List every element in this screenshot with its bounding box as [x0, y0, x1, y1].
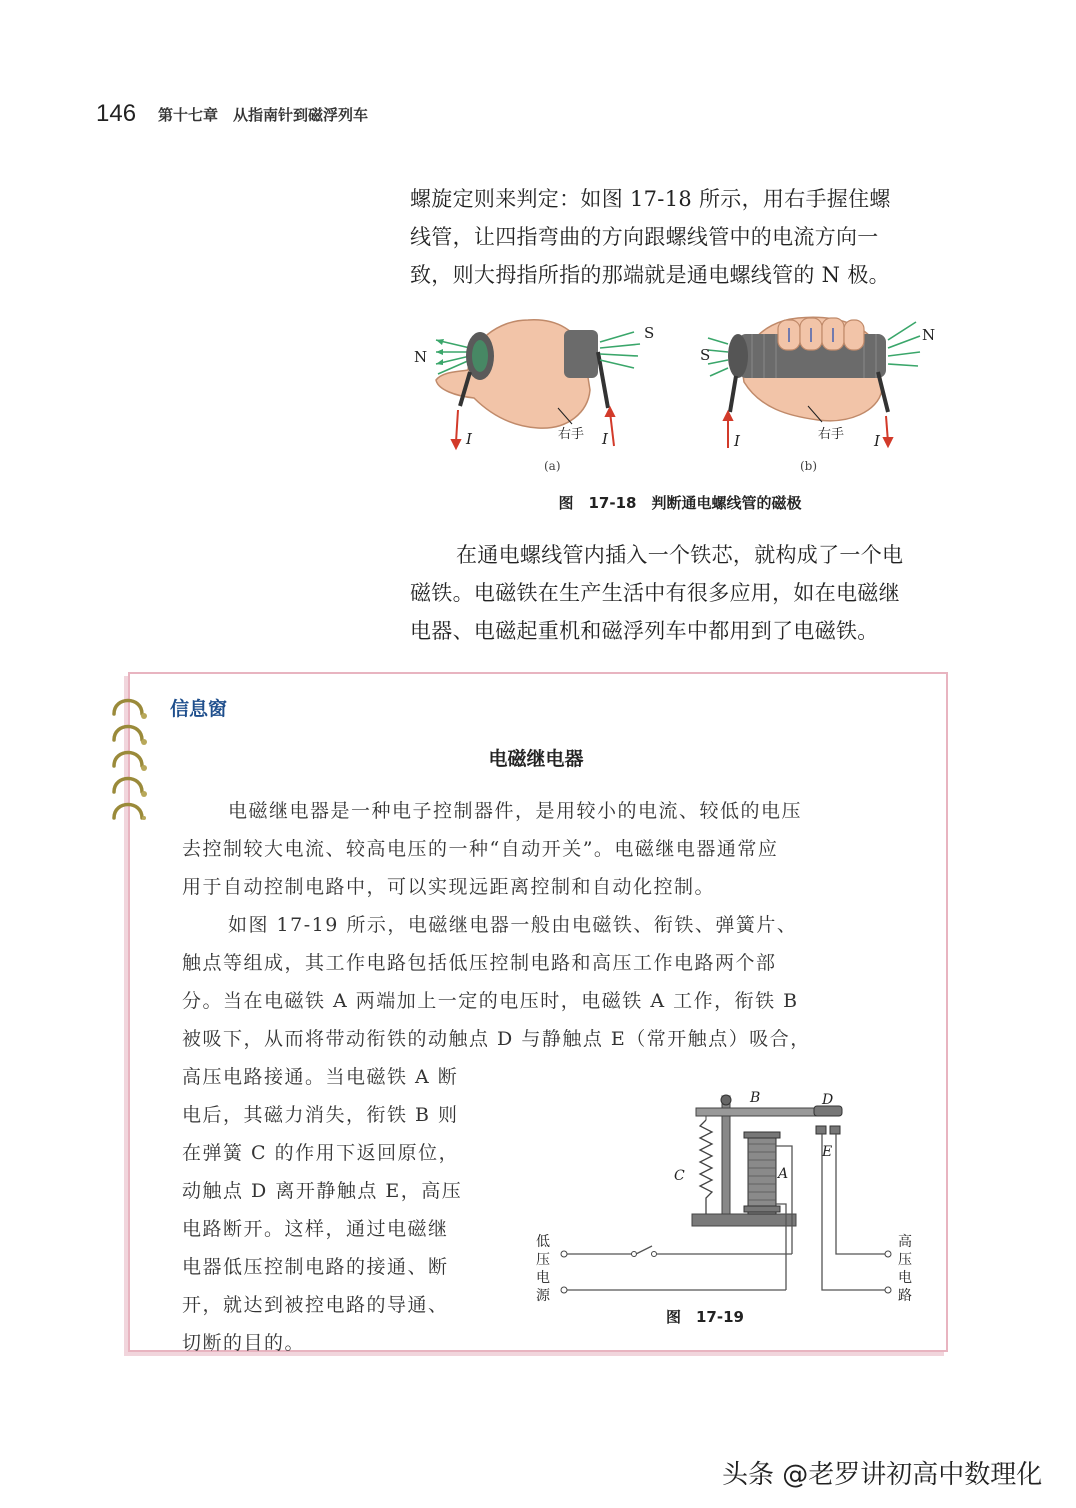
info-paragraph-3: [182, 1058, 512, 1362]
figure-17-19-relay-diagram: [530, 1086, 920, 1312]
text-line: 致，则大拇指所指的那端就是通电螺线管的 N 极。: [410, 263, 890, 287]
pole-label-b-left: S: [700, 346, 711, 364]
label-a: A: [778, 1166, 789, 1182]
panel-a: [414, 320, 654, 473]
iron-core-paragraph: [410, 536, 950, 650]
text-line: 在弹簧 C 的作用下返回原位，: [182, 1142, 460, 1164]
page-number: 146: [96, 100, 137, 127]
low-voltage-label-1: 低: [536, 1234, 550, 1250]
static-contact-e: [816, 1126, 826, 1134]
field-arrows-left-a: [436, 339, 444, 365]
hand-label-a: 右手: [558, 427, 585, 442]
text-line: 电路断开。这样，通过电磁继: [182, 1218, 449, 1240]
hand-label-b: 右手: [818, 427, 845, 442]
figure-17-19-caption: 图 17-19: [666, 1308, 744, 1326]
chapter-title: 第十七章 从指南针到磁浮列车: [158, 106, 369, 124]
low-voltage-label-4: 源: [536, 1288, 550, 1304]
panel-label-a: (a): [544, 459, 561, 473]
intro-paragraph: [410, 180, 950, 294]
field-lines-left-b: [708, 338, 728, 376]
figure-17-18: [408, 312, 948, 480]
text-line: 线管，让四指弯曲的方向跟螺线管中的电流方向一: [410, 225, 879, 249]
relay-heading: 电磁继电器: [488, 748, 584, 770]
relay-base: [692, 1214, 796, 1226]
text-line: 螺旋定则来判定：如图 17-18 所示，用右手握住螺: [410, 187, 891, 211]
text-line: 去控制较大电流、较高电压的一种“自动开关”。电磁继电器通常应: [182, 838, 779, 860]
low-voltage-label-2: 压: [536, 1252, 550, 1268]
current-label-a-left: I: [466, 430, 472, 448]
spring-c: [700, 1120, 712, 1214]
text-line: 磁铁。电磁铁在生产生活中有很多应用，如在电磁继: [410, 581, 900, 605]
label-e: E: [822, 1144, 833, 1160]
label-c: C: [674, 1168, 685, 1184]
panel-label-b: (b): [800, 459, 818, 473]
high-voltage-label-2: 压: [898, 1252, 912, 1268]
text-line: 切断的目的。: [182, 1332, 306, 1354]
pole-label-b-right: N: [922, 326, 936, 344]
text-line: 电磁继电器是一种电子控制器件，是用较小的电流、较低的电压: [228, 800, 803, 822]
text-line: 电器低压控制电路的接通、断: [182, 1256, 449, 1278]
text-line: 分。当在电磁铁 A 两端加上一定的电压时，电磁铁 A 工作，衔铁 B: [182, 990, 799, 1012]
high-voltage-label-4: 路: [898, 1288, 912, 1304]
high-voltage-label-3: 电: [898, 1270, 912, 1286]
high-voltage-wire-2: [836, 1134, 886, 1254]
text-line: 用于自动控制电路中，可以实现远距离控制和自动化控制。: [182, 876, 716, 898]
text-line: 动触点 D 离开静触点 E，高压: [182, 1180, 463, 1202]
panel-b: [700, 317, 935, 473]
text-line: 被吸下，从而将带动衔铁的动触点 D 与静触点 E（常开触点）吸合，: [182, 1028, 811, 1050]
text-line: 如图 17-19 所示，电磁继电器一般由电磁铁、衔铁、弹簧片、: [228, 914, 798, 936]
info-paragraph-1: [182, 792, 917, 906]
info-window-title: 信息窗: [170, 698, 228, 720]
text-line: 在通电螺线管内插入一个铁芯，就构成了一个电: [456, 543, 904, 567]
low-voltage-label-3: 电: [536, 1270, 550, 1286]
pole-label-a-right: S: [644, 324, 655, 342]
watermark: 头条 @老罗讲初高中数理化: [722, 1460, 1043, 1490]
figure-17-18-caption: 图 17-18 判断通电螺线管的磁极: [558, 494, 802, 512]
label-d: D: [822, 1092, 834, 1108]
field-lines-left-a: [436, 340, 470, 374]
current-label-a-right: I: [602, 430, 608, 448]
current-label-b-left: I: [734, 432, 740, 450]
switch: [636, 1246, 652, 1254]
text-line: 高压电路接通。当电磁铁 A 断: [182, 1066, 459, 1088]
electromagnet-a: [748, 1136, 776, 1214]
high-voltage-label-1: 高: [898, 1234, 912, 1250]
text-line: 开，就达到被控电路的导通、: [182, 1294, 449, 1316]
field-lines-right-b: [888, 322, 920, 366]
info-paragraph-2: [182, 906, 917, 1058]
fingers-b: [778, 318, 864, 350]
label-b: B: [750, 1090, 761, 1106]
text-line: 触点等组成，其工作电路包括低压控制电路和高压工作电路两个部: [182, 952, 777, 974]
pole-label-a-left: N: [414, 348, 428, 366]
text-line: 电器、电磁起重机和磁浮列车中都用到了电磁铁。: [410, 619, 879, 643]
current-label-b-right: I: [874, 432, 880, 450]
text-line: 电后，其磁力消失，衔铁 B 则: [182, 1104, 459, 1126]
field-lines-right-a: [600, 332, 640, 368]
